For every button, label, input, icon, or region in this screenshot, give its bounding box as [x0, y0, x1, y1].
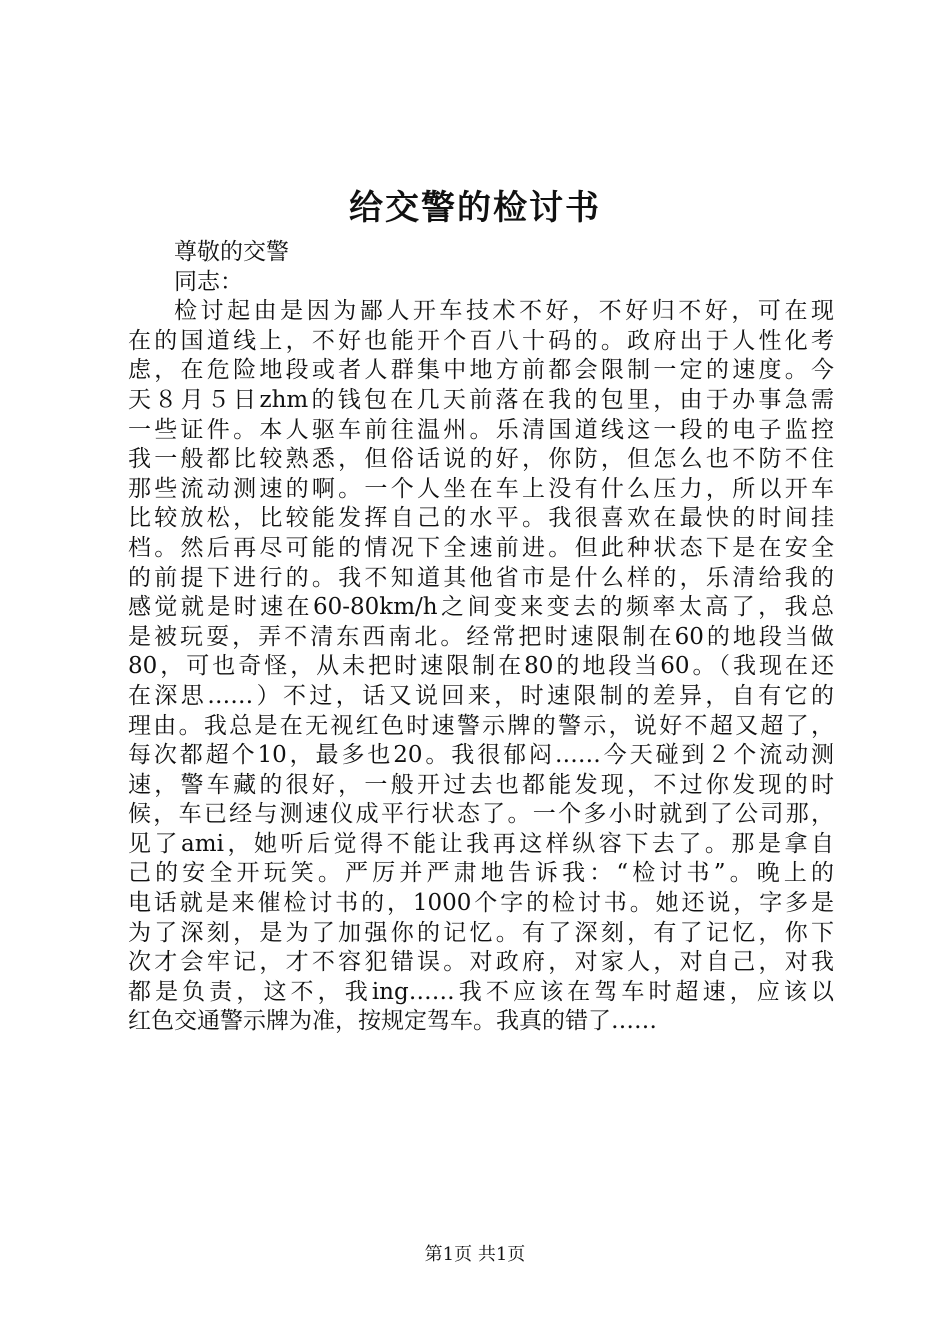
document-title: 给交警的检讨书 [349, 188, 601, 228]
body-line: 虑，在危险地段或者人群集中地方前都会限制一定的速度。今 [128, 357, 834, 384]
body-line: 红色交通警示牌为准，按规定驾车。我真的错了…… [128, 1008, 657, 1035]
body-line: 理由。我总是在无视红色时速警示牌的警示，说好不超又超了， [128, 712, 834, 739]
body-line: 次才会牢记，才不容犯错误。对政府，对家人，对自己，对我 [128, 949, 834, 976]
body-line: 见了ami，她听后觉得不能让我再这样纵容下去了。那是拿自 [128, 830, 834, 857]
body-line: 比较放松，比较能发挥自己的水平。我很喜欢在最快的时间挂 [128, 505, 834, 532]
body-line: 电话就是来催检讨书的，1000个字的检讨书。她还说，字多是 [128, 890, 834, 917]
body-line: 速，警车藏的很好，一般开过去也都能发现，不过你发现的时 [128, 771, 834, 798]
document-body [128, 238, 834, 1037]
body-line: 在的国道线上，不好也能开个百八十码的。政府出于人性化考 [128, 327, 834, 354]
body-line: 一些证件。本人驱车前往温州。乐清国道线这一段的电子监控 [128, 416, 834, 443]
body-line: 我一般都比较熟悉，但俗话说的好，你防，但怎么也不防不住 [128, 446, 834, 473]
body-line: 感觉就是时速在60-80km/h之间变来变去的频率太高了，我总 [128, 594, 834, 621]
body-line: 每次都超个10，最多也20。我很郁闷……今天碰到２个流动测 [128, 742, 834, 769]
body-line: 天８月５日zhm的钱包在几天前落在我的包里，由于办事急需 [128, 386, 834, 413]
body-line: 的前提下进行的。我不知道其他省市是什么样的，乐清给我的 [128, 564, 834, 591]
body-line: 己的安全开玩笑。严厉并严肃地告诉我：“检讨书”。晚上的 [128, 860, 834, 887]
body-line: 为了深刻，是为了加强你的记忆。有了深刻，有了记忆，你下 [128, 919, 834, 946]
salutation-line: 尊敬的交警 [174, 239, 289, 265]
body-line: 是被玩耍，弄不清东西南北。经常把时速限制在60的地段当做 [128, 623, 834, 650]
body-line: 那些流动测速的啊。一个人坐在车上没有什么压力，所以开车 [128, 475, 834, 502]
body-line: 候，车已经与测速仪成平行状态了。一个多小时就到了公司那， [128, 801, 834, 828]
body-line: 都是负责，这不，我ing……我不应该在驾车时超速，应该以 [128, 978, 834, 1005]
body-line: 检讨起由是因为鄙人开车技术不好，不好归不好，可在现 [174, 298, 834, 325]
page-footer: 第1页 共1页 [424, 1244, 526, 1265]
body-line: 档。然后再尽可能的情况下全速前进。但此种状态下是在安全 [128, 534, 834, 561]
salutation-line: 同志： [174, 268, 243, 295]
body-line: 80，可也奇怪，从未把时速限制在80的地段当60。（我现在还 [128, 653, 834, 680]
body-line: 在深思……）不过，话又说回来，时速限制的差异，自有它的 [128, 682, 834, 709]
